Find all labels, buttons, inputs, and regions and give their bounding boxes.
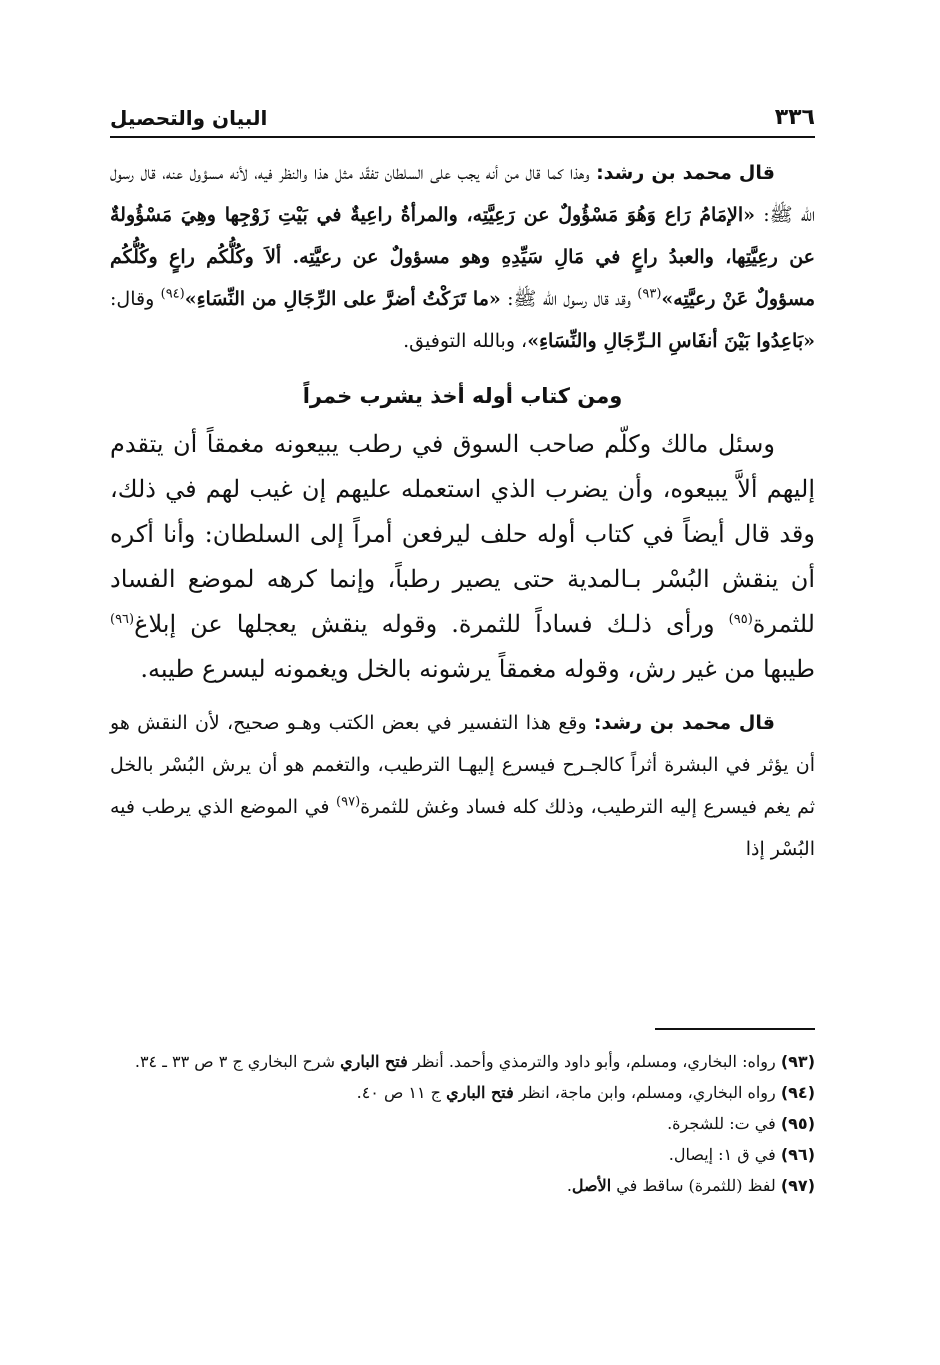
footnote-source-title: فتح الباري: [340, 1052, 408, 1071]
text-run: وقد قال رسول الله ﷺ:: [507, 288, 631, 310]
footnote-text: في ت: للشجرة.: [667, 1114, 776, 1133]
section-heading: ومن كتاب أوله أخذ يشرب خمراً: [302, 384, 623, 408]
text-run: وسئل مالك وكلّم صاحب السوق في رطب يبيعونه مغمقاً أن يتقدم إليهم ألاَّ يبيعوه، وأن يضرب الذي استعمله عليهم إن غيب لهم في ذلك، وقد قال أيضاً في كتاب أوله حلف ليرفعن أمراً إلى السلطان: وأنا أكره أن ينقش البُسْر بـالمدية حتى يصير رطباً، وإنما كرهه لموضع الفساد للثمرة: [110, 430, 815, 638]
hadith-quote: «بَاعِدُوا بَيْنَ أنفَاسِ الـرِّجَالِ والنِّسَاءِ»: [527, 330, 815, 352]
hadith-quote: «ما تَرَكْتُ أضرَّ على الرِّجَالِ من النِّسَاءِ»: [184, 288, 501, 310]
footnote-97: [110, 1170, 815, 1201]
text-run: طيبها من غير رش، وقوله مغمقاً يرشونه بالخل ويغمونه ليسرع طيبه.: [140, 655, 815, 683]
text-run: وقع هذا التفسير في بعض الكتب وهـو صحيح، لأن النقش هو أن يؤثر في البشرة أثراً كالجـرح فيسرع إليهـا الترطيب، والتغمم هو أن يرش البُسْر بالخل ثم يغم فيسرع إليه الترطيب، وذلك كله فساد وغش للثمرة: [110, 712, 816, 818]
running-header: [110, 90, 815, 138]
speaker-label: قال محمد بن رشد:: [596, 162, 775, 184]
text-run: وقال:: [110, 288, 155, 310]
footnote-number: (٩٧): [780, 1176, 815, 1195]
footnote-93: [110, 1046, 815, 1077]
footnotes: [110, 1046, 815, 1201]
text-run: وهذا كما قال من أنه يجب على السلطان تفقّد مثل هذا والنظر فيه، لأنه مسؤول عنه، قال رسول الله ﷺ:: [110, 162, 815, 226]
footnote-source-title: فتح الباري: [446, 1083, 514, 1102]
footnote-96: [110, 1139, 815, 1170]
footnote-number: (٩٥): [780, 1114, 815, 1133]
main-paragraph: [110, 422, 815, 692]
footnote-text: لفظ (للثمرة) ساقط في: [616, 1176, 776, 1195]
text-run: في الموضع الذي يرطب فيه البُسْر إذا: [110, 796, 815, 860]
page-number: ٣٣٦: [774, 105, 815, 130]
text-run: ، وبالله التوفيق.: [403, 330, 528, 352]
footnote-text: رواه: البخاري، ومسلم، وأبو داود والترمذي وأحمد. أنظر: [412, 1052, 776, 1071]
footnote-text: في ق ١: إيصال.: [668, 1145, 776, 1164]
footnote-ref-94[interactable]: (٩٤): [160, 286, 185, 302]
footnote-text: شرح البخاري ج ٣ ص ٣٣ ـ ٣٤.: [134, 1052, 336, 1071]
footnote-number: (٩٤): [780, 1083, 815, 1102]
book-title: البيان والتحصيل: [110, 106, 268, 130]
footnote-text: ج ١١ ص ٤٠.: [356, 1083, 442, 1102]
footnote-ref-96[interactable]: (٩٦): [110, 612, 135, 627]
commentary-paragraph-1: [110, 152, 815, 362]
main-text: [110, 152, 815, 870]
footnote-95: [110, 1108, 815, 1139]
footnote-ref-97[interactable]: (٩٧): [336, 794, 361, 810]
footnote-text: .: [566, 1176, 572, 1195]
footnote-number: (٩٣): [780, 1052, 815, 1071]
footnote-ref-93[interactable]: (٩٣): [637, 286, 662, 302]
footnote-ref-95[interactable]: (٩٥): [728, 612, 753, 627]
footnote-number: (٩٦): [780, 1145, 815, 1164]
text-run: ورأى ذلـك فساداً للثمرة. وقوله ينقش يعجلها عن إبلاغ: [134, 610, 715, 638]
footnote-separator: [655, 1028, 815, 1030]
commentary-paragraph-2: [110, 702, 815, 870]
hadith-quote: «الإمَامُ رَاع وَهُوَ مَسْؤُولٌ عن رَعِيَّتِه، والمرأةُ راعِيةٌ في بَيْتِ زَوْجِها وهِيَ مَسْؤُولةٌ عن رعِيَّتِها، والعبدُ راعٍ في مَالِ سَيِّدِهِ وهو مسؤولٌ عن رعيَّتِه. ألاَ وكُلُّكُم راعٍ وكُلُّكُم مسؤولٌ عَنْ رعيَّتِه»: [110, 204, 816, 310]
speaker-label: قال محمد بن رشد:: [593, 712, 775, 734]
footnote-source-title: الأصل: [571, 1176, 612, 1195]
footnote-94: [110, 1077, 815, 1108]
footnote-text: رواه البخاري، ومسلم، وابن ماجة، انظر: [518, 1083, 776, 1102]
